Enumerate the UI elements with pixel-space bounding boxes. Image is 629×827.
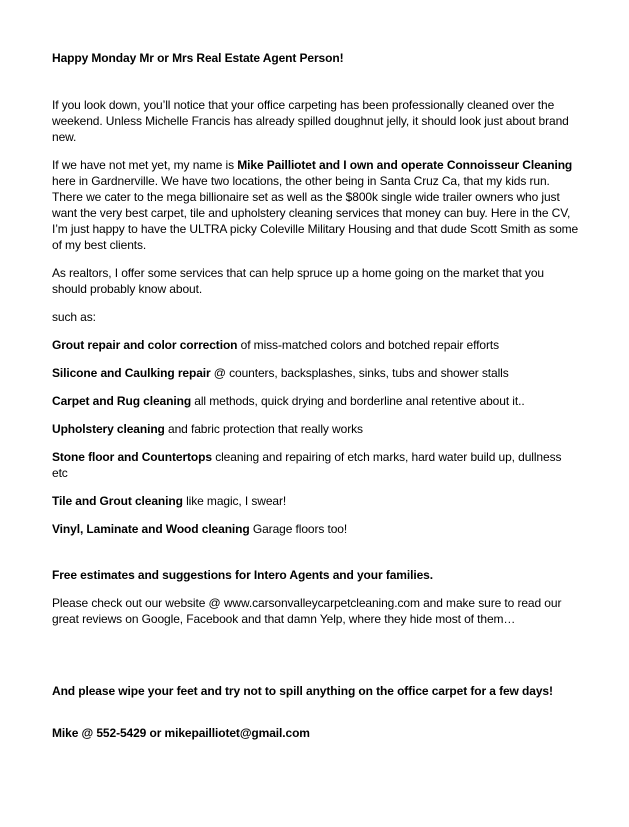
service-title: Tile and Grout cleaning [52,494,183,508]
service-description: all methods, quick drying and borderline anal retentive about it.. [191,394,525,408]
service-description: and fabric protection that really works [164,422,363,436]
about-paragraph [52,157,580,253]
service-item-tile-grout [52,493,580,509]
service-item-vinyl-laminate-wood [52,521,580,537]
service-title: Carpet and Rug cleaning [52,394,192,408]
such-as-line: such as: [52,310,96,324]
service-description: like magic, I swear! [182,494,287,508]
services-intro-paragraph: As realtors, I offer some services that can help spruce up a home going on the market that you should probably know about. [52,266,544,296]
about-text-post: here in Gardnerville. We have two locations, the other being in Santa Cruz Ca, that my kids run. There we cater to the mega billionaire set as well as the $800k single wide trailer owners who just want the very best carpet, tile and upholstery cleaning services that money can buy. Here in the CV, I’m just happy to have the ULTRA picky Coleville Military Housing and that dude Scott Smith as some of my best clients. [52,174,579,252]
free-estimates-line: Free estimates and suggestions for Intero Agents and your families. [52,568,433,582]
service-title: Vinyl, Laminate and Wood cleaning [52,522,250,536]
service-title: Stone floor and Countertops [52,450,212,464]
greeting-heading: Happy Monday Mr or Mrs Real Estate Agent Person! [52,51,344,65]
service-title: Silicone and Caulking repair [52,366,211,380]
wipe-feet-line: And please wipe your feet and try not to spill anything on the office carpet for a few days! [52,684,553,698]
service-description: of miss-matched colors and botched repair efforts [237,338,499,352]
contact-info-line: Mike @ 552-5429 or mikepailliotet@gmail.com [52,726,310,740]
business-name-bold: Mike Pailliotet and I own and operate Connoisseur Cleaning [237,158,573,172]
service-description: cleaning and repairing of etch marks, hard water build up, dullness etc [52,450,562,480]
service-item-stone-countertops [52,449,580,481]
service-title: Grout repair and color correction [52,338,238,352]
service-description: @ counters, backsplashes, sinks, tubs and shower stalls [210,366,509,380]
service-item-upholstery [52,421,580,437]
service-item-carpet-rug [52,393,580,409]
website-reviews-paragraph: Please check out our website @ www.carsonvalleycarpetcleaning.com and make sure to read our great reviews on Google, Facebook and that damn Yelp, where they hide most of them… [52,596,562,626]
document-content [52,50,580,753]
service-item-grout-repair [52,337,580,353]
about-text-pre: If we have not met yet, my name is [52,158,238,172]
intro-paragraph: If you look down, you’ll notice that your office carpeting has been professionally cleaned over the weekend. Unless Michelle Francis has already spilled doughnut jelly, it should look just about brand new. [52,98,569,144]
service-item-silicone-caulking [52,365,580,381]
service-description: Garage floors too! [249,522,348,536]
service-title: Upholstery cleaning [52,422,165,436]
